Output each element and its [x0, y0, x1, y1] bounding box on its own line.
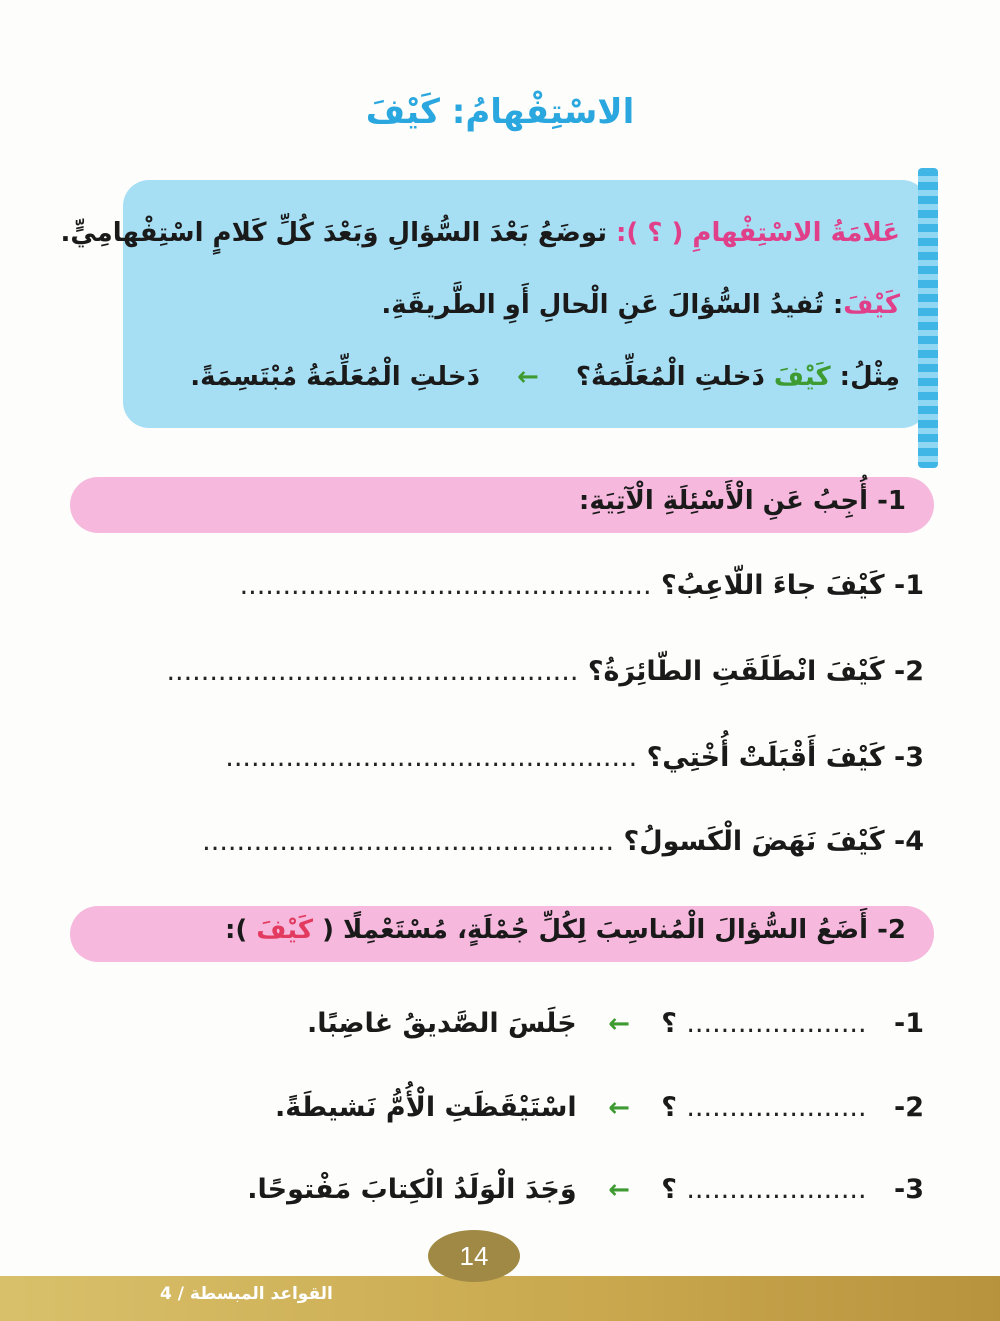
question-blank[interactable]: ..................... [686, 1092, 867, 1123]
arrow-icon: ← [517, 362, 539, 392]
exercise2-item [247, 1174, 924, 1205]
rule-box-edge [918, 168, 938, 468]
question-blank[interactable]: ..................... [686, 1008, 867, 1039]
answer-sentence: اسْتَيْقَظَتِ الْأُمُّ نَشيطَةً. [274, 1092, 577, 1123]
exercise2-item [307, 1008, 924, 1039]
example-answer: دَخلتِ الْمُعَلِّمَةُ مُبْتَسِمَةً. [190, 362, 480, 392]
question-row [202, 826, 924, 857]
answer-sentence: جَلَسَ الصَّديقُ غاضِبًا. [307, 1008, 577, 1039]
rule-line-1 [60, 218, 900, 248]
example-label: مِثْلُ: [839, 362, 900, 392]
rule-text: : تُفيدُ السُّؤالَ عَنِ الْحالِ أَوِ الطَّريقَةِ. [381, 290, 844, 320]
example-keyword: كَيْفَ [773, 362, 831, 392]
rule-keyword: كَيْفَ [843, 290, 900, 320]
exercise1-header [70, 477, 934, 533]
answer-blank[interactable]: ................................................ [202, 826, 615, 857]
heading-text: 2- أَضَعُ السُّؤالَ الْمُناسِبَ لِكُلِّ جُمْلَةٍ، مُسْتَعْمِلًا ( [322, 915, 906, 945]
item-number: 3- [893, 1174, 924, 1205]
exercise2-heading [225, 915, 906, 945]
question-mark: ؟ [661, 1092, 677, 1123]
question-row [225, 742, 924, 773]
rule-label: عَلامَةُ الاسْتِفْهامِ ( ؟ ): [616, 218, 900, 248]
item-number: 2- [893, 1092, 924, 1123]
arrow-icon: ← [608, 1175, 630, 1205]
rule-example [190, 362, 900, 392]
question-row [240, 570, 924, 601]
rule-text: توضَعُ بَعْدَ السُّؤالِ وَبَعْدَ كُلِّ كَلامٍ اسْتِفْهامِيٍّ. [60, 218, 607, 248]
answer-sentence: وَجَدَ الْوَلَدُ الْكِتابَ مَفْتوحًا. [247, 1174, 577, 1205]
question-mark: ؟ [661, 1174, 677, 1205]
footer-bar [0, 1276, 1000, 1321]
answer-blank[interactable]: ................................................ [166, 656, 579, 687]
heading-keyword: كَيْفَ [256, 915, 313, 945]
heading-text-end: ): [224, 915, 248, 945]
question-text: 2- كَيْفَ انْطَلَقَتِ الطّائِرَةُ؟ [587, 656, 924, 687]
exercise2-header [70, 906, 934, 962]
exercise1-heading: 1- أُجِبُ عَنِ الْأَسْئِلَةِ الْآتِيَةِ: [578, 486, 906, 516]
answer-blank[interactable]: ................................................ [225, 742, 638, 773]
page-number: 14 [428, 1230, 520, 1282]
answer-blank[interactable]: ................................................ [239, 570, 652, 601]
rule-line-2 [381, 290, 900, 320]
item-number: 1- [893, 1008, 924, 1039]
question-row [166, 656, 924, 687]
question-blank[interactable]: ..................... [686, 1174, 867, 1205]
page-title: الاسْتِفْهامُ: كَيْفَ [365, 92, 635, 132]
arrow-icon: ← [608, 1009, 630, 1039]
question-text: 1- كَيْفَ جاءَ اللّاعِبُ؟ [660, 570, 924, 601]
question-text: 4- كَيْفَ نَهَضَ الْكَسولُ؟ [623, 826, 924, 857]
question-text: 3- كَيْفَ أَقْبَلَتْ أُخْتِي؟ [646, 742, 924, 773]
book-title: القواعد المبسطة / 4 [160, 1284, 333, 1304]
arrow-icon: ← [608, 1093, 630, 1123]
question-mark: ؟ [661, 1008, 677, 1039]
example-question: دَخلتِ الْمُعَلِّمَةُ؟ [575, 362, 765, 392]
exercise2-item [275, 1092, 924, 1123]
